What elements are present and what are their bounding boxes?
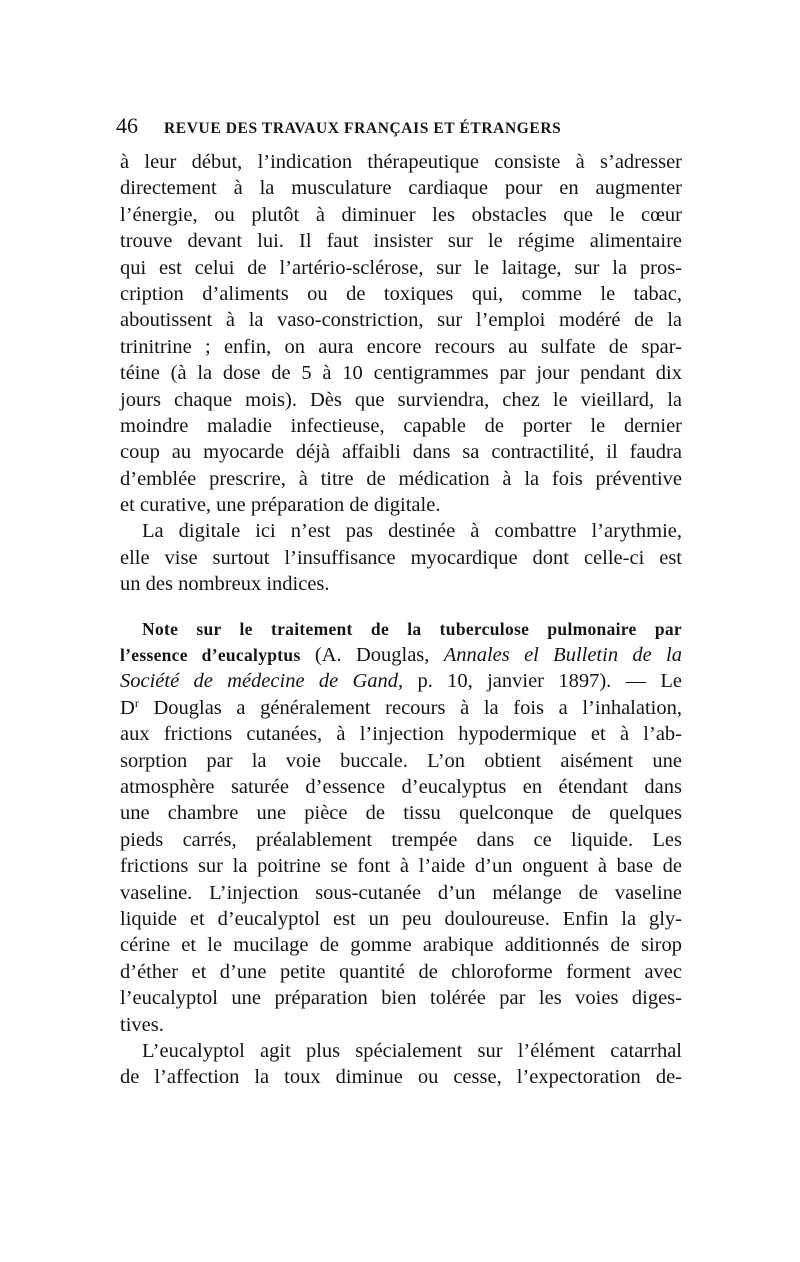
text-line: l’eucalyptol une préparation bien tolérée par les voies diges-: [120, 987, 682, 1010]
book-page: [116, 113, 682, 1091]
text-line: sorption par la voie buccale. L’on obtient aisément une: [120, 749, 682, 772]
text-line: L’eucalyptol agit plus spécialement sur l’élément catarrhal: [142, 1039, 682, 1062]
text-line: qui est celui de l’artério-sclérose, sur le laitage, sur la pros-: [120, 256, 682, 279]
text-line: l’énergie, ou plutôt à diminuer les obstacles que le cœur: [120, 203, 682, 226]
text-line: d’éther et d’une petite quantité de chloroforme forment avec: [120, 960, 682, 983]
text-line: directement à la musculature cardiaque pour en augmenter: [120, 177, 682, 200]
text-line: moindre maladie infectieuse, capable de porter le dernier: [120, 414, 682, 437]
paragraph-digitalis: [120, 518, 682, 597]
text-line: cérine et le mucilage de gomme arabique additionnés de sirop: [120, 934, 682, 957]
text-line: frictions sur la poitrine se font à l’aide d’un onguent à base de: [120, 855, 682, 878]
note-heading-line: [120, 616, 682, 642]
text-line: un des nombreux indices.: [120, 573, 330, 596]
text-span: Douglas a généralement recours à la fois a l’inhalation,: [138, 696, 682, 719]
text-line: d’emblée prescrire, à titre de médication à la fois préventive: [120, 467, 682, 490]
text-line: liquide et d’eucalyptol est un peu douloureuse. Enfin la gly-: [120, 907, 682, 930]
text-line: vaseline. L’injection sous-cutanée d’un mélange de vaseline: [120, 881, 682, 904]
text-line: tives.: [120, 1013, 164, 1036]
running-head: [116, 113, 682, 143]
note-title-part: Note sur le traitement de la tuberculose pulmonaire par: [142, 618, 682, 639]
text-line: [120, 695, 682, 721]
text-line: une chambre une pièce de tissu quelconque de quelques: [120, 802, 682, 825]
paragraph-eucalyptol-action: [120, 1038, 682, 1091]
text-line: téine (à la dose de 5 à 10 centigrammes par jour pendant dix: [120, 362, 682, 385]
text-line: de l’affection la toux diminue ou cesse, l’expectoration de-: [120, 1066, 682, 1089]
citation-journal: Annales el Bulletin de la: [443, 644, 682, 667]
text-line: et curative, une préparation de digitale.: [120, 494, 441, 517]
text-line: atmosphère saturée d’essence d’eucalyptus en étendant dans: [120, 775, 682, 798]
section-gap: [120, 598, 682, 616]
note-heading-line: [120, 642, 682, 668]
doctor-abbrev-sup: r: [134, 695, 139, 710]
text-line: trinitrine ; enfin, on aura encore recours au sulfate de spar-: [120, 335, 682, 358]
page-number: 46: [116, 113, 138, 138]
text-line: aboutissent à la vaso-constriction, sur l’emploi modéré de la: [120, 309, 682, 332]
text-line: pieds carrés, préalablement trempée dans ce liquide. Les: [120, 828, 682, 851]
journal-title: REVUE DES TRAVAUX FRANÇAIS ET ÉTRANGERS: [164, 120, 562, 137]
doctor-abbrev: D: [120, 696, 135, 719]
note-title-part: l’essence d’eucalyptus: [120, 645, 301, 666]
text-line: jours chaque mois). Dès que surviendra, chez le vieillard, la: [120, 388, 682, 411]
paragraph-cardiac-therapy: [120, 149, 682, 518]
text-line: à leur début, l’indication thérapeutique consiste à s’adresser: [120, 151, 682, 173]
text-line: cription d’aliments ou de toxiques qui, comme le tabac,: [120, 282, 682, 305]
text-line: trouve devant lui. Il faut insister sur le régime alimentaire: [120, 230, 682, 253]
text-line: aux frictions cutanées, à l’injection hypodermique et à l’ab-: [120, 723, 682, 746]
text-line: elle vise surtout l’insuffisance myocardique dont celle-ci est: [120, 546, 682, 569]
citation-journal: Société de médecine de Gand,: [120, 670, 404, 693]
note-eucalyptus: [120, 616, 682, 1038]
text-line: La digitale ici n’est pas destinée à combattre l’arythmie,: [142, 520, 682, 543]
text-line: [120, 668, 682, 694]
text-line: coup au myocarde déjà affaibli dans sa contractilité, il faudra: [120, 441, 682, 464]
citation-details: p. 10, janvier 1897). — Le: [403, 670, 682, 693]
citation-author: (A. Douglas,: [300, 644, 444, 667]
